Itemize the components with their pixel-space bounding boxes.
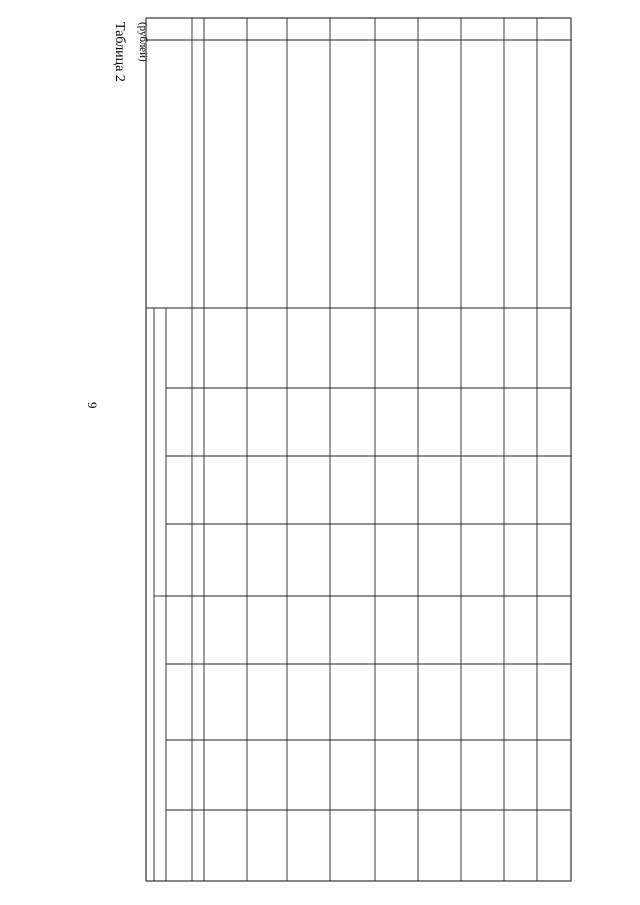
table-label: Таблица 2 bbox=[112, 22, 127, 82]
page-number: 9 bbox=[85, 402, 100, 409]
table-border bbox=[146, 18, 571, 881]
unit-label: (рублей) bbox=[137, 22, 149, 62]
cost-standards-table bbox=[146, 18, 571, 881]
